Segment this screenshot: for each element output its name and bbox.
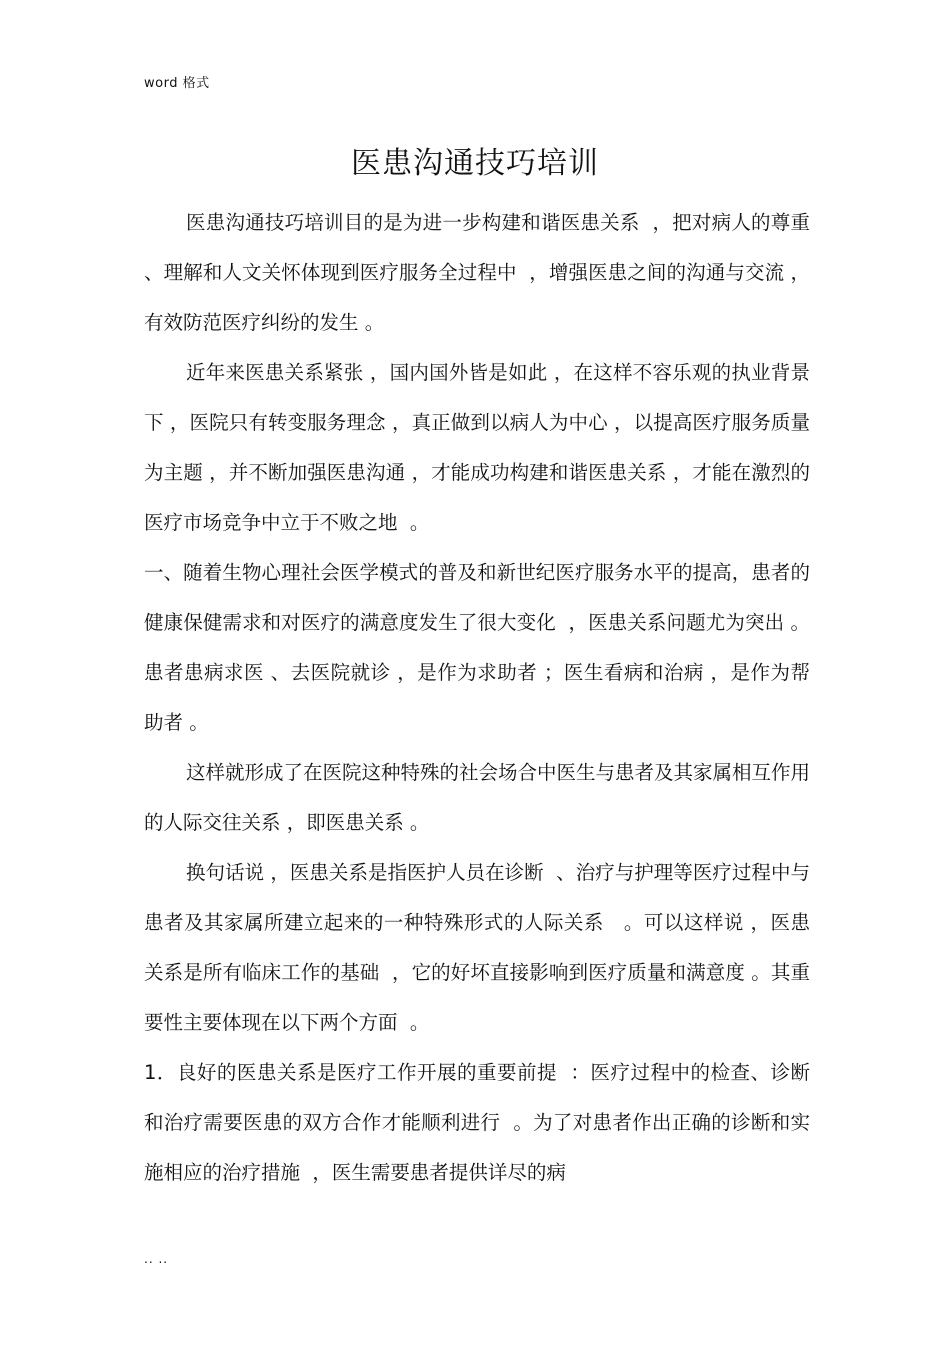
paragraph-background: 近年来医患关系紧张 ，国内国外皆是如此 ，在这样不容乐观的执业背景下 ，医院只有转变服务理念 ，真正做到以病人为中心 ，以提高医疗服务质量为主题 ，并不断加强医患沟通 ，才能成功构建和谐医患关系 ，才能在激烈的医疗市场竞争中立于不败之地 。 — [144, 361, 810, 534]
paragraph-purpose: 医患沟通技巧培训目的是为进一步构建和谐医患关系 ，把对病人的尊重 、理解和人文关怀体现到医疗服务全过程中 ，增强医患之间的沟通与交流 ，有效防范医疗纠纷的发生 。 — [144, 211, 817, 334]
paragraph-definition: 换句话说 ，医患关系是指医护人员在诊断 、治疗与护理等医疗过程中与患者及其家属所建立起来的一种特殊形式的人际关系 。可以这样说 ，医患关系是所有临床工作的基础 ，它的好坏直接影响到医疗质量和满意度 。其重要性主要体现在以下两个方面 。 — [144, 861, 810, 1034]
paragraph-point-one: 1．良好的医患关系是医疗工作开展的重要前提 ：医疗过程中的检查、诊断和治疗需要医患的双方合作才能顺利进行 。为了对患者作出正确的诊断和实施相应的治疗措施 ，医生需要患者提供详尽的病 — [144, 1061, 810, 1184]
page-footer: .. .. — [144, 1252, 169, 1266]
page-header: word 格式 — [144, 76, 210, 91]
document-body — [144, 198, 817, 1198]
paragraph-section-one: 一、随着生物心理社会医学模式的普及和新世纪医疗服务水平的提高，患者的健康保健需求和对医疗的满意度发生了很大变化 ，医患关系问题尤为突出 。患者患病求医 、去医院就诊 ，是作为求助者 ；医生看病和治病 ，是作为帮助者 。 — [144, 561, 810, 734]
paragraph-relationship: 这样就形成了在医院这种特殊的社会场合中医生与患者及其家属相互作用的人际交往关系 ，即医患关系 。 — [144, 761, 811, 834]
document-title: 医患沟通技巧培训 — [351, 146, 599, 181]
